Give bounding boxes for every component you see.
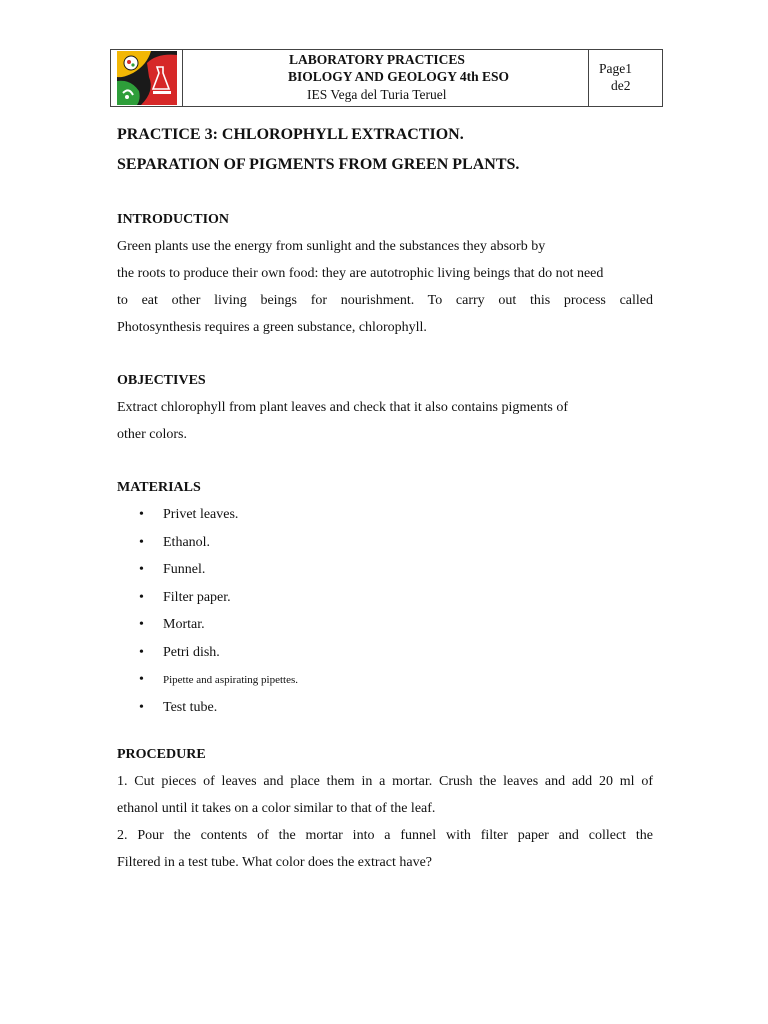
list-item: • Mortar. [117,611,653,639]
materials-heading: MATERIALS [117,480,201,495]
list-item: • Petri dish. [117,639,653,667]
introduction-paragraph [117,233,653,341]
practice-title-line-2: SEPARATION OF PIGMENTS FROM GREEN PLANTS. [117,156,520,173]
bullet-icon: • [139,562,144,577]
school-logo-cell [111,50,183,106]
bullet-icon: • [139,699,144,715]
objectives-paragraph [117,394,653,448]
list-item: • Ethanol. [117,529,653,557]
introduction-heading: INTRODUCTION [117,212,230,227]
bullet-icon: • [139,672,144,687]
document-body [117,120,653,876]
header-line-3: IES Vega del Turia Teruel [307,87,447,102]
procedure-line: Filtered in a test tube. What color does the extract have? [117,855,433,870]
header-line-1: LABORATORY PRACTICES [289,52,465,67]
introduction-line: the roots to produce their own food: they are autotrophic living beings that do not need [117,266,604,281]
list-item: • Pipette and aspirating pipettes. [117,666,653,694]
introduction-line: to eat other living beings for nourishment. To carry out this process called [117,293,653,308]
page-number: Page1 [599,61,632,76]
list-item: • Test tube. [117,694,653,722]
bullet-icon: • [139,507,144,522]
objectives-heading: OBJECTIVES [117,373,206,388]
list-item: • Filter paper. [117,584,653,612]
school-logo [117,51,177,105]
materials-list [117,501,653,721]
header-title-cell [183,50,589,106]
bullet-icon: • [139,534,144,550]
bullet-icon: • [139,617,144,632]
list-item: • Privet leaves. [117,501,653,529]
page-total: de2 [611,78,631,93]
document-header [110,49,663,107]
procedure-paragraph [117,768,653,876]
procedure-heading: PROCEDURE [117,747,206,762]
introduction-line: Photosynthesis requires a green substance, chlorophyll. [117,320,427,335]
practice-title-line-1: PRACTICE 3: CHLOROPHYLL EXTRACTION. [117,126,464,143]
bullet-icon: • [139,644,144,660]
list-item: • Funnel. [117,556,653,584]
page-number-cell [589,50,662,106]
objectives-line: other colors. [117,427,187,442]
procedure-line: ethanol until it takes on a color similar to that of the leaf. [117,801,436,816]
procedure-line: 2. Pour the contents of the mortar into a funnel with filter paper and collect the [117,828,653,843]
procedure-line: 1. Cut pieces of leaves and place them in a mortar. Crush the leaves and add 20 ml of [117,774,653,789]
header-line-2: BIOLOGY AND GEOLOGY 4th ESO [288,69,510,84]
bullet-icon: • [139,589,144,605]
objectives-line: Extract chlorophyll from plant leaves and check that it also contains pigments of [117,400,568,415]
introduction-line: Green plants use the energy from sunlight and the substances they absorb by [117,239,546,254]
